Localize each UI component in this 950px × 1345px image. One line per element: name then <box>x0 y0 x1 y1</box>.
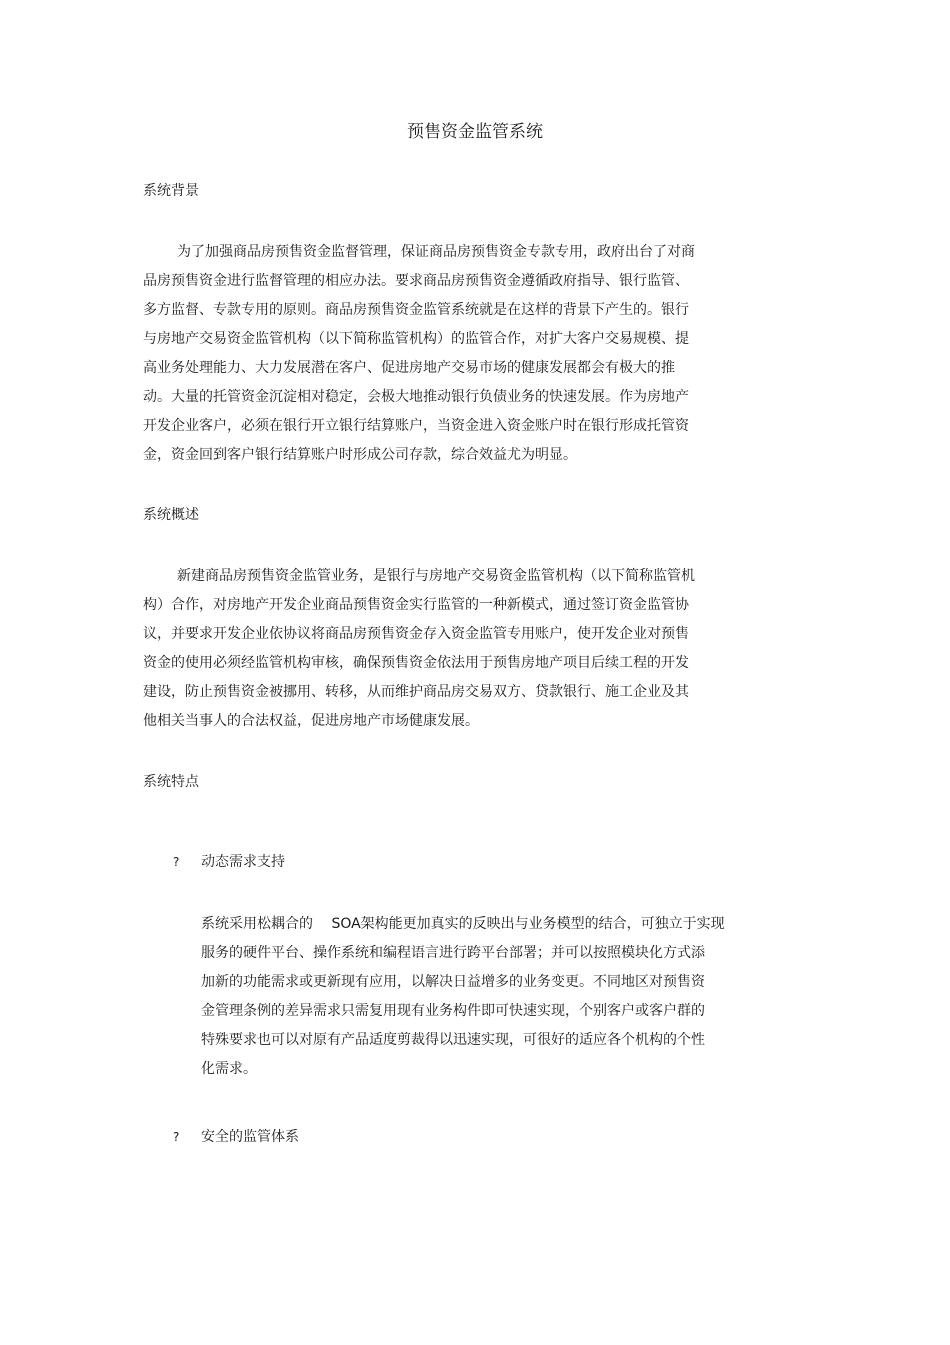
paragraph-line: 他相关当事人的合法权益，促进房地产市场健康发展。 <box>143 713 479 729</box>
feature-item-dynamic-demand <box>173 851 285 873</box>
paragraph-line: 建设，防止预售资金被挪用、转移，从而维护商品房交易双方、贷款银行、施工企业及其 <box>143 684 689 700</box>
paragraph-line: 与房地产交易资金监管机构（以下简称监管机构）的监管合作，对扩大客户交易规模、提 <box>143 331 689 347</box>
paragraph-line: 特殊要求也可以对原有产品适度剪裁得以迅速实现，可很好的适应各个机构的个性 <box>201 1032 705 1048</box>
paragraph-line: 开发企业客户，必须在银行开立银行结算账户，当资金进入资金账户时在银行形成托管资 <box>143 418 689 434</box>
paragraph-line: 资金的使用必须经监管机构审核，确保预售资金依法用于预售房地产项目后续工程的开发 <box>143 655 689 671</box>
paragraph-line: 议，并要求开发企业依协议将商品房预售资金存入资金监管专用账户，使开发企业对预售 <box>143 626 689 642</box>
feature-item-security <box>173 1126 299 1148</box>
paragraph-overview <box>143 562 743 736</box>
paragraph-line: 为了加强商品房预售资金监督管理，保证商品房预售资金专款专用，政府出台了对商 <box>177 244 695 260</box>
paragraph-line: 加新的功能需求或更新现有应用，以解决日益增多的业务变更。不同地区对预售资 <box>201 974 705 990</box>
paragraph-line: 系统采用松耦合的 SOA架构能更加真实的反映出与业务模型的结合，可独立于实现 <box>201 916 725 932</box>
paragraph-line: 高业务处理能力、大力发展潜在客户、促进房地产交易市场的健康发展都会有极大的推 <box>143 360 675 376</box>
section-heading-background: 系统背景 <box>143 183 199 199</box>
paragraph-line: 多方监督、专款专用的原则。商品房预售资金监管系统就是在这样的背景下产生的。银行 <box>143 302 689 318</box>
bullet-marker: ? <box>173 1130 180 1144</box>
paragraph-line: 金，资金回到客户银行结算账户时形成公司存款，综合效益尤为明显。 <box>143 447 577 463</box>
feature-description <box>201 910 781 1084</box>
paragraph-line: 服务的硬件平台、操作系统和编程语言进行跨平台部署；并可以按照模块化方式添 <box>201 945 705 961</box>
paragraph-background <box>143 238 743 470</box>
feature-label: 安全的监管体系 <box>201 1129 299 1145</box>
section-heading-overview: 系统概述 <box>143 507 199 523</box>
paragraph-line: 金管理条例的差异需求只需复用现有业务构件即可快速实现，个别客户或客户群的 <box>201 1003 705 1019</box>
feature-label: 动态需求支持 <box>201 854 285 870</box>
paragraph-line: 化需求。 <box>201 1061 257 1077</box>
paragraph-line: 品房预售资金进行监督管理的相应办法。要求商品房预售资金遵循政府指导、银行监管、 <box>143 273 689 289</box>
document-title: 预售资金监管系统 <box>407 122 543 142</box>
bullet-marker: ? <box>173 855 180 869</box>
paragraph-line: 动。大量的托管资金沉淀相对稳定，会极大地推动银行负债业务的快速发展。作为房地产 <box>143 389 689 405</box>
paragraph-line: 新建商品房预售资金监管业务，是银行与房地产交易资金监管机构（以下简称监管机 <box>177 568 695 584</box>
paragraph-line: 构）合作，对房地产开发企业商品预售资金实行监管的一种新模式，通过签订资金监管协 <box>143 597 689 613</box>
section-heading-features: 系统特点 <box>143 774 199 790</box>
